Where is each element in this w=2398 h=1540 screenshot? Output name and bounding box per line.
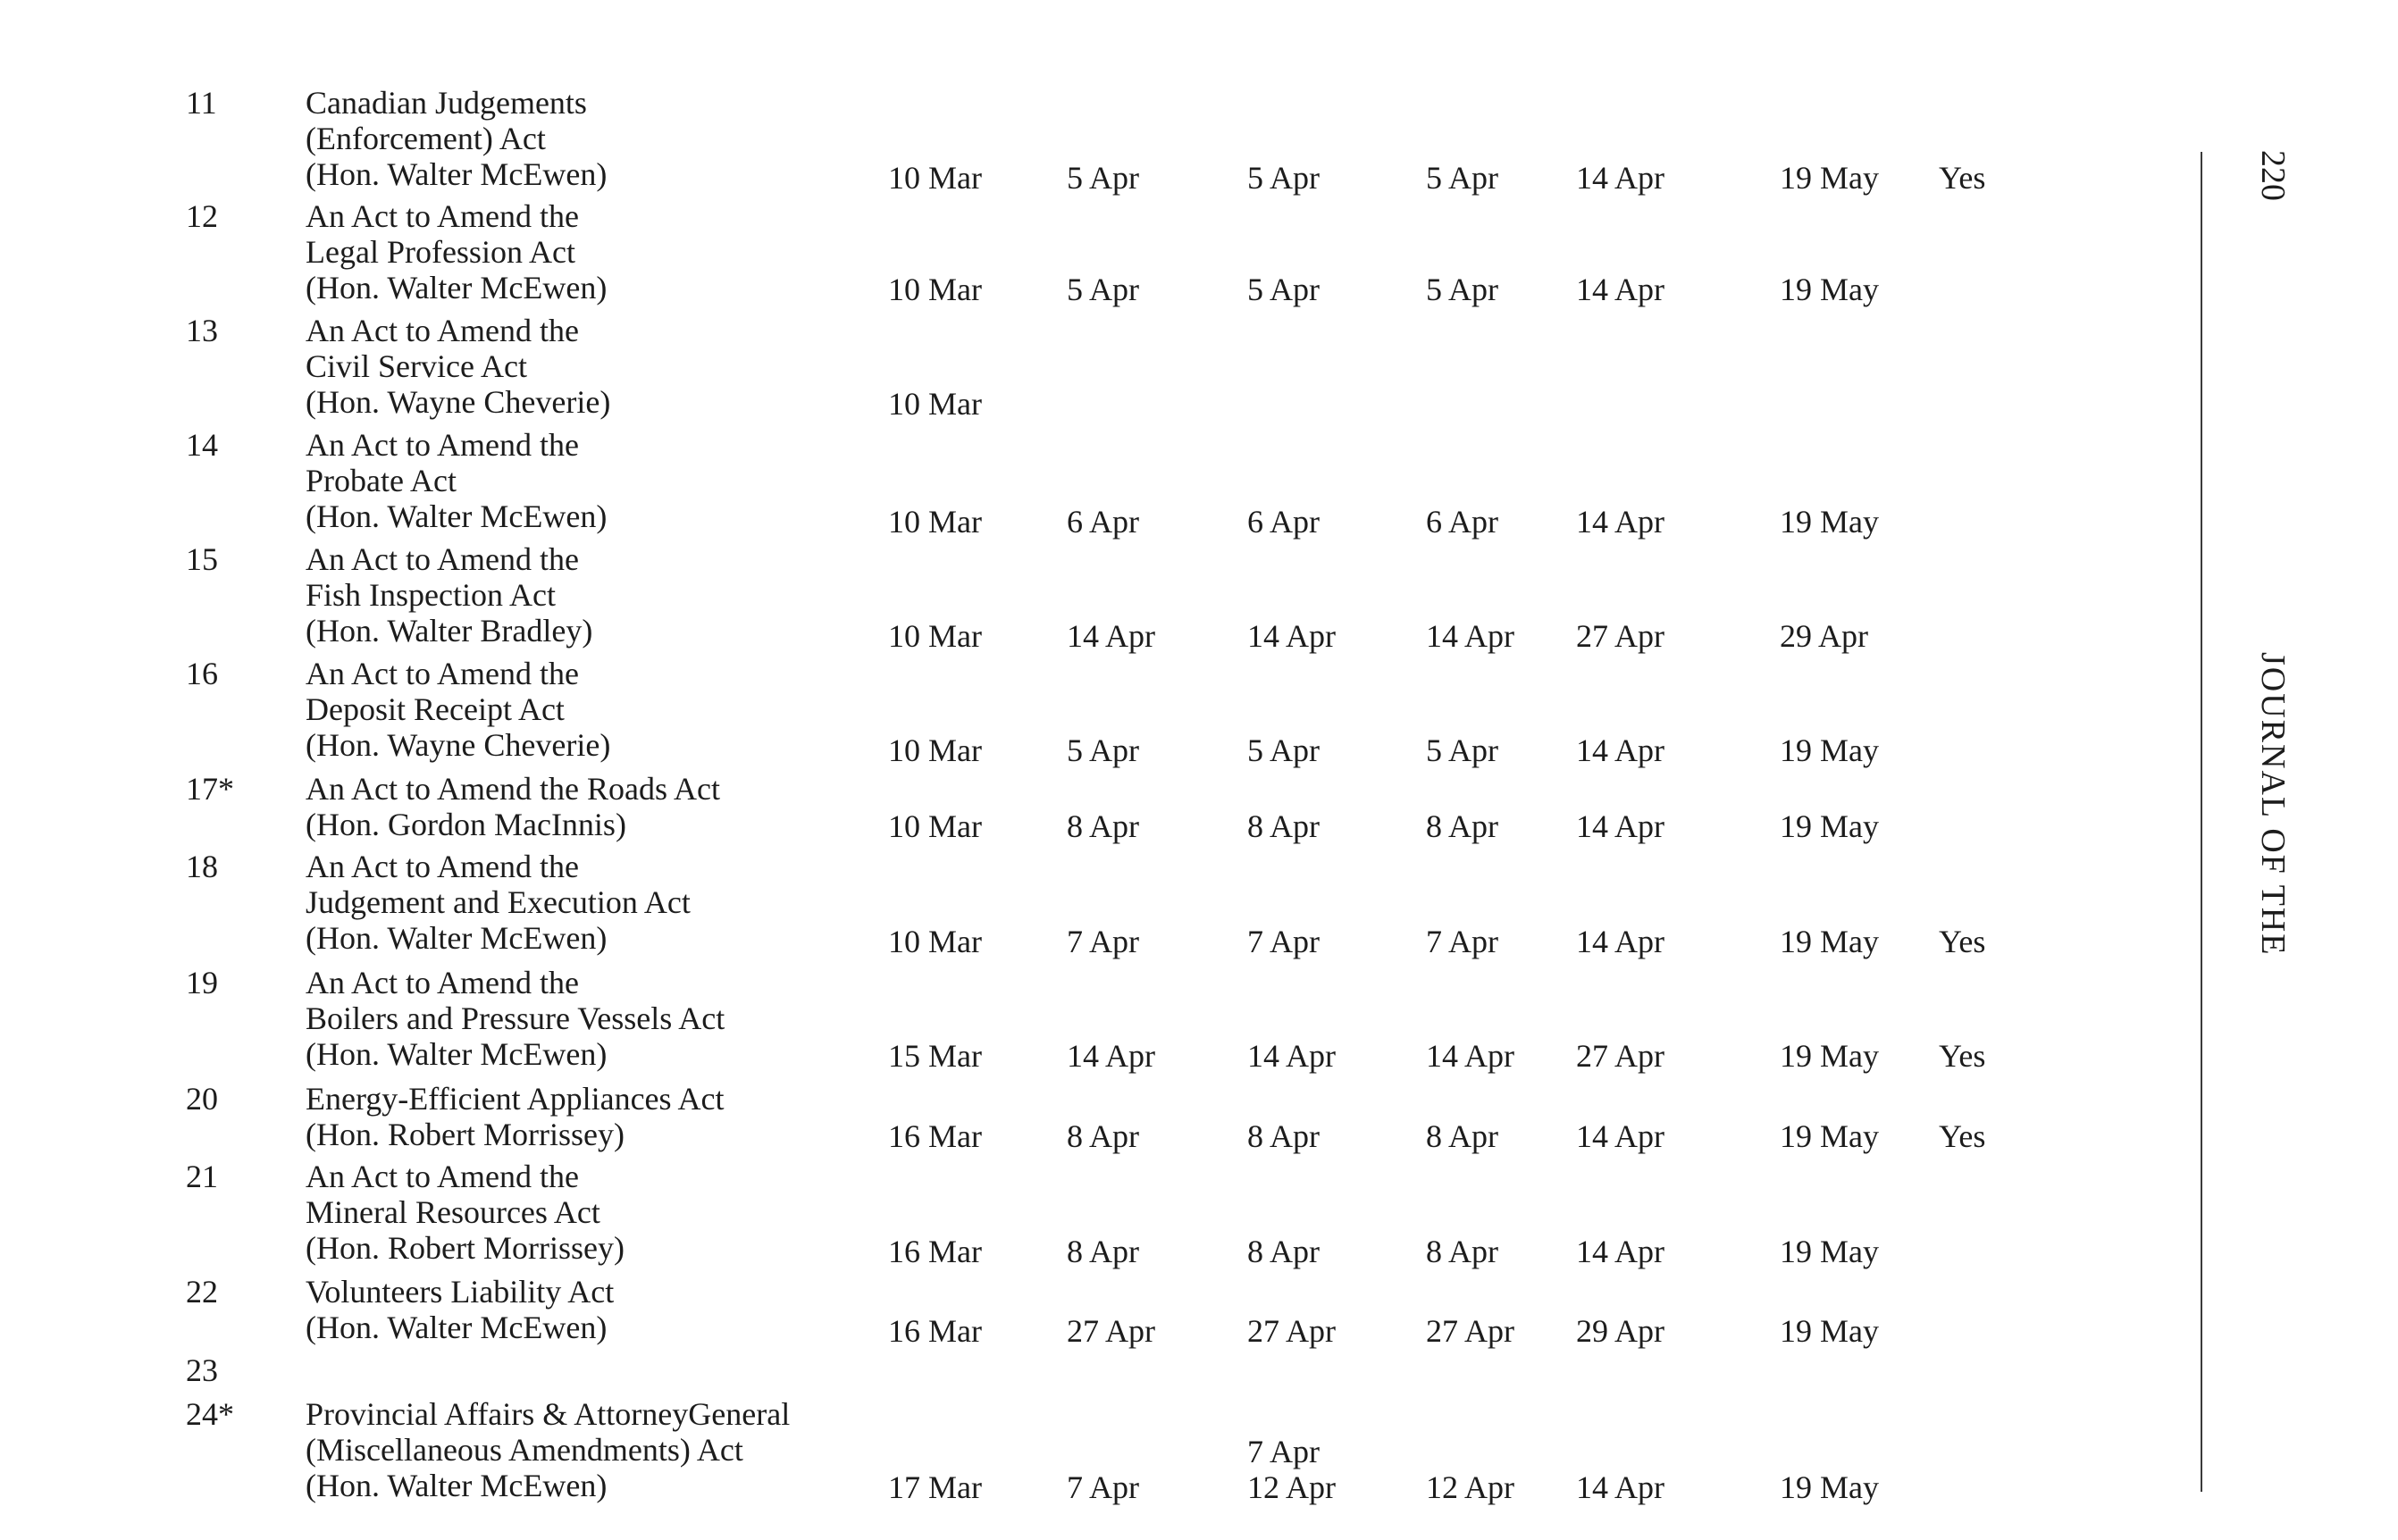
second-reading-date: 5 Apr [1067, 160, 1139, 196]
bill-number: 19 [186, 965, 218, 1000]
margin-rule [2201, 152, 2202, 1492]
second-reading-date: 5 Apr [1067, 272, 1139, 307]
bill-number: 17* [186, 771, 234, 807]
second-reading-date: 8 Apr [1067, 808, 1139, 844]
reported-date: 8 Apr [1426, 808, 1498, 844]
running-head: JOURNAL OF THE [2254, 652, 2292, 957]
assent-date: 19 May [1780, 808, 1879, 844]
assent-date: 19 May [1780, 1038, 1879, 1074]
bill-title: Canadian Judgements (Enforcement) Act (Hon. Walter McEwen) [306, 85, 608, 192]
reported-date: 14 Apr [1426, 1038, 1514, 1074]
third-reading-date: 14 Apr [1576, 808, 1664, 844]
bill-title: An Act to Amend the Mineral Resources Act (Hon. Robert Morrissey) [306, 1159, 625, 1266]
reported-date: 5 Apr [1426, 732, 1498, 768]
proclamation-flag: Yes [1939, 924, 1986, 959]
introduced-date: 15 Mar [888, 1038, 982, 1074]
bill-title: An Act to Amend the Probate Act (Hon. Walter McEwen) [306, 427, 608, 534]
assent-date: 19 May [1780, 924, 1879, 959]
introduced-date: 16 Mar [888, 1313, 982, 1349]
bill-number: 16 [186, 656, 218, 691]
third-reading-date: 14 Apr [1576, 732, 1664, 768]
bill-number: 15 [186, 541, 218, 577]
committee-date: 8 Apr [1247, 1118, 1320, 1154]
third-reading-date: 14 Apr [1576, 504, 1664, 540]
proclamation-flag: Yes [1939, 1038, 1986, 1074]
committee-date: 7 Apr [1247, 924, 1320, 959]
introduced-date: 10 Mar [888, 160, 982, 196]
reported-date: 27 Apr [1426, 1313, 1514, 1349]
reported-date: 7 Apr [1426, 924, 1498, 959]
third-reading-date: 14 Apr [1576, 272, 1664, 307]
bill-title: An Act to Amend the Legal Profession Act (Hon. Walter McEwen) [306, 198, 608, 305]
third-reading-date: 14 Apr [1576, 1469, 1664, 1505]
proclamation-flag: Yes [1939, 1118, 1986, 1154]
bill-title: An Act to Amend the Fish Inspection Act (Hon. Walter Bradley) [306, 541, 593, 649]
second-reading-date: 27 Apr [1067, 1313, 1155, 1349]
bill-title: Energy-Efficient Appliances Act (Hon. Robert Morrissey) [306, 1081, 725, 1152]
introduced-date: 10 Mar [888, 808, 982, 844]
committee-date: 5 Apr [1247, 732, 1320, 768]
bill-number: 12 [186, 198, 218, 234]
second-reading-date: 7 Apr [1067, 1469, 1139, 1505]
bill-title: An Act to Amend the Roads Act (Hon. Gordon MacInnis) [306, 771, 720, 842]
committee-date: 8 Apr [1247, 808, 1320, 844]
committee-date: 8 Apr [1247, 1234, 1320, 1269]
reported-date: 5 Apr [1426, 272, 1498, 307]
introduced-date: 17 Mar [888, 1469, 982, 1505]
assent-date: 19 May [1780, 272, 1879, 307]
assent-date: 19 May [1780, 504, 1879, 540]
third-reading-date: 29 Apr [1576, 1313, 1664, 1349]
assent-date: 19 May [1780, 1118, 1879, 1154]
second-reading-date: 14 Apr [1067, 618, 1155, 654]
introduced-date: 10 Mar [888, 618, 982, 654]
introduced-date: 16 Mar [888, 1118, 982, 1154]
second-reading-date: 14 Apr [1067, 1038, 1155, 1074]
introduced-date: 10 Mar [888, 386, 982, 422]
introduced-date: 10 Mar [888, 272, 982, 307]
third-reading-date: 27 Apr [1576, 618, 1664, 654]
reported-date: 12 Apr [1426, 1469, 1514, 1505]
committee-date: 6 Apr [1247, 504, 1320, 540]
committee-date: 14 Apr [1247, 618, 1336, 654]
introduced-date: 16 Mar [888, 1234, 982, 1269]
assent-date: 29 Apr [1780, 618, 1868, 654]
third-reading-date: 14 Apr [1576, 1118, 1664, 1154]
assent-date: 19 May [1780, 1234, 1879, 1269]
bill-number: 23 [186, 1352, 218, 1388]
introduced-date: 10 Mar [888, 732, 982, 768]
bill-number: 14 [186, 427, 218, 463]
introduced-date: 10 Mar [888, 924, 982, 959]
committee-date: 5 Apr [1247, 272, 1320, 307]
bill-number: 13 [186, 313, 218, 348]
reported-date: 5 Apr [1426, 160, 1498, 196]
assent-date: 19 May [1780, 1313, 1879, 1349]
bill-number: 21 [186, 1159, 218, 1194]
reported-date: 14 Apr [1426, 618, 1514, 654]
committee-date: 27 Apr [1247, 1313, 1336, 1349]
committee-date: 5 Apr [1247, 160, 1320, 196]
bill-title: Volunteers Liability Act (Hon. Walter McEwen) [306, 1274, 615, 1345]
bill-title: An Act to Amend the Deposit Receipt Act (Hon. Wayne Cheverie) [306, 656, 611, 763]
proclamation-flag: Yes [1939, 160, 1986, 196]
assent-date: 19 May [1780, 732, 1879, 768]
second-reading-date: 5 Apr [1067, 732, 1139, 768]
assent-date: 19 May [1780, 1469, 1879, 1505]
bill-title: An Act to Amend the Judgement and Execution Act (Hon. Walter McEwen) [306, 849, 691, 956]
bill-number: 22 [186, 1274, 218, 1310]
third-reading-date: 14 Apr [1576, 160, 1664, 196]
reported-date: 6 Apr [1426, 504, 1498, 540]
third-reading-date: 14 Apr [1576, 1234, 1664, 1269]
bill-title: An Act to Amend the Boilers and Pressure Vessels Act (Hon. Walter McEwen) [306, 965, 725, 1072]
committee-date: 14 Apr [1247, 1038, 1336, 1074]
reported-date: 8 Apr [1426, 1234, 1498, 1269]
introduced-date: 10 Mar [888, 504, 982, 540]
second-reading-date: 6 Apr [1067, 504, 1139, 540]
bill-title: Provincial Affairs & AttorneyGeneral (Miscellaneous Amendments) Act (Hon. Walter McEwen) [306, 1396, 791, 1503]
page-number: 220 [2254, 150, 2292, 201]
bill-number: 11 [186, 85, 217, 121]
third-reading-date: 27 Apr [1576, 1038, 1664, 1074]
reported-date: 8 Apr [1426, 1118, 1498, 1154]
bill-title: An Act to Amend the Civil Service Act (Hon. Wayne Cheverie) [306, 313, 611, 420]
bill-number: 18 [186, 849, 218, 884]
second-reading-date: 8 Apr [1067, 1234, 1139, 1269]
assent-date: 19 May [1780, 160, 1879, 196]
third-reading-date: 14 Apr [1576, 924, 1664, 959]
second-reading-date: 8 Apr [1067, 1118, 1139, 1154]
committee-date: 7 Apr 12 Apr [1247, 1434, 1336, 1505]
second-reading-date: 7 Apr [1067, 924, 1139, 959]
bill-number: 24* [186, 1396, 234, 1432]
bill-number: 20 [186, 1081, 218, 1117]
